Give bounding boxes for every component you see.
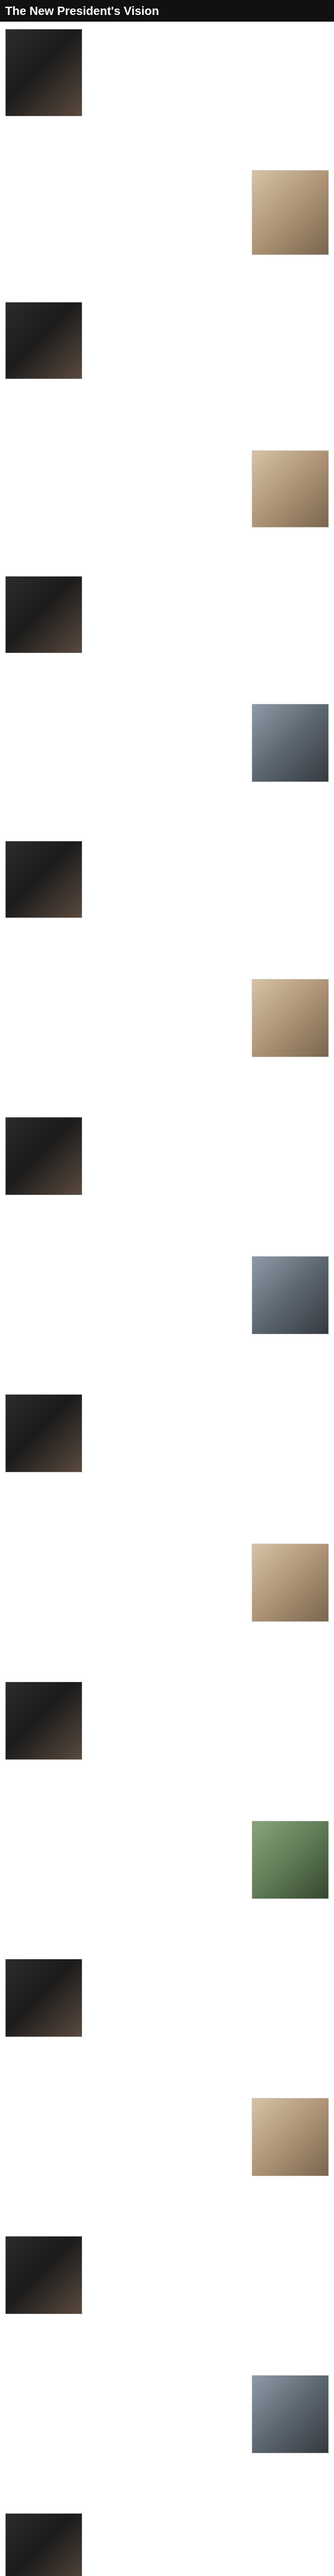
paragraph <box>5 924 329 972</box>
paragraph <box>84 579 329 651</box>
paragraph <box>5 2320 329 2368</box>
paragraph <box>5 1341 329 1388</box>
reading-photo <box>5 841 82 918</box>
paragraph <box>84 844 329 916</box>
paragraph <box>5 2182 329 2230</box>
paragraph <box>5 1766 329 1814</box>
article-title: The New President's Vision <box>5 4 160 18</box>
team-photo <box>5 1959 82 2037</box>
paragraph <box>5 2101 244 2174</box>
gardening-photo <box>252 1821 329 1899</box>
paragraph <box>84 1397 329 1470</box>
paragraph <box>84 30 329 76</box>
paragraph <box>5 2043 329 2091</box>
paragraph <box>5 533 329 570</box>
paragraph <box>5 259 329 296</box>
paragraph <box>5 173 244 250</box>
crowd-photo <box>252 704 329 782</box>
paragraph <box>5 1479 329 1536</box>
paragraph <box>84 1685 329 1758</box>
paragraph <box>5 2460 329 2507</box>
paragraph <box>5 659 329 697</box>
paragraph <box>5 385 329 443</box>
paragraph <box>5 2378 244 2451</box>
speaker-photo <box>5 302 82 379</box>
paragraph <box>5 1259 244 1332</box>
ancient-city-photo <box>252 450 329 528</box>
paragraph <box>84 1120 329 1193</box>
preacher-photo <box>5 1117 82 1195</box>
paragraph <box>5 1824 244 1897</box>
paragraph <box>5 707 244 780</box>
paragraph <box>5 1628 329 1675</box>
meeting-photo <box>5 2236 82 2314</box>
paragraph <box>5 1201 329 1249</box>
paragraph <box>5 787 329 835</box>
street-scene-photo <box>252 1256 329 1334</box>
stone-building-photo <box>252 2098 329 2176</box>
paragraph <box>5 120 329 136</box>
paragraph <box>5 1547 244 1620</box>
market-photo <box>252 2375 329 2453</box>
paragraph <box>5 982 244 1055</box>
paragraph <box>5 453 244 526</box>
worship-photo <box>5 2513 82 2576</box>
paragraph <box>84 305 329 366</box>
paragraph <box>84 78 329 105</box>
paragraph <box>84 1962 329 2035</box>
paragraph <box>5 1905 329 1953</box>
ruins-photo <box>252 979 329 1057</box>
landscape-photo <box>252 170 329 255</box>
portrait-photo <box>5 29 82 116</box>
paragraph <box>5 138 329 165</box>
speaker-two-photo <box>5 1394 82 1472</box>
paragraph <box>84 2516 329 2576</box>
article-title-bar <box>0 0 334 22</box>
paragraph <box>5 1063 329 1111</box>
city-wall-photo <box>252 1544 329 1622</box>
paragraph <box>84 2239 329 2312</box>
audience-photo <box>5 1682 82 1760</box>
presenter-photo <box>5 576 82 653</box>
